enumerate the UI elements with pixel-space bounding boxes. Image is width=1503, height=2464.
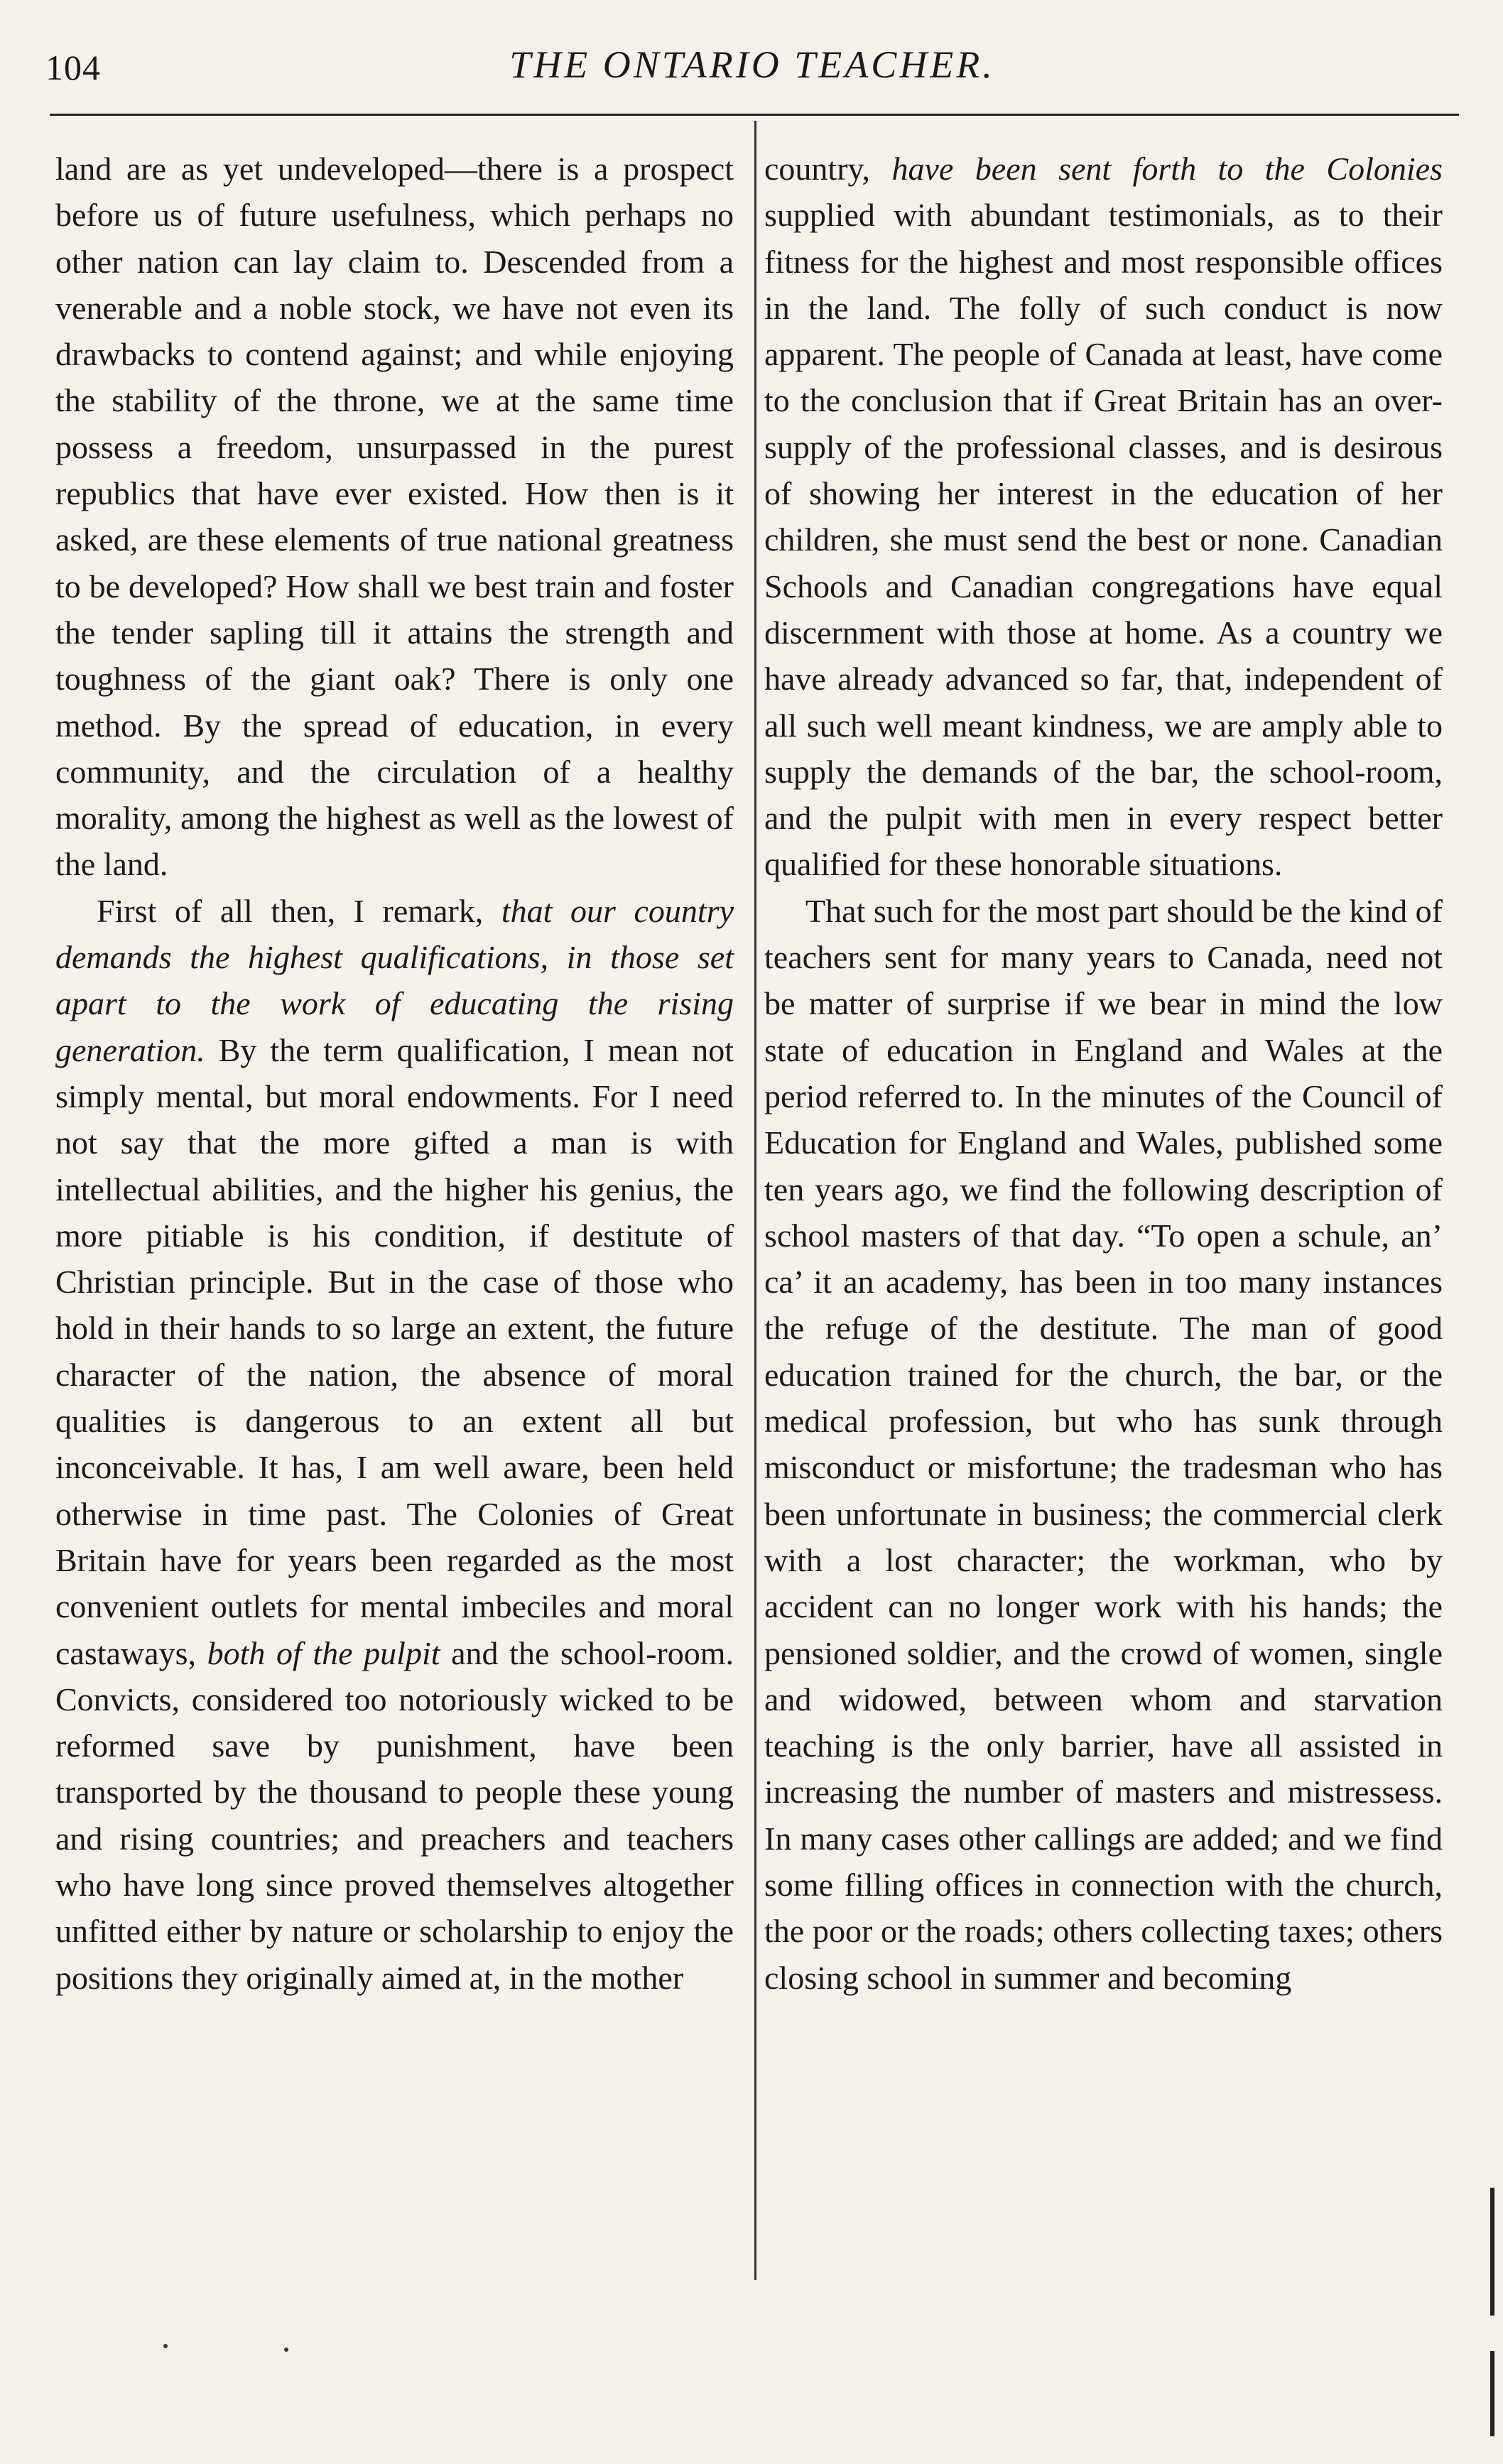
header-rule (50, 114, 1459, 116)
right-column (764, 146, 1443, 2001)
emphasis-text: that our country demands the highest qualifications, in those set apart to the work of educating the rising generation. (55, 892, 734, 1068)
scan-speck (284, 2348, 288, 2352)
emphasis-text: have been sent forth to the Colonies (891, 151, 1443, 187)
paragraph: country, have been sent forth to the Colonies supplied with abundant testimonials, as to their fitness for the highest and most responsible offices in the land. The folly of such conduct is now apparent. The people of Canada at least, have come to the conclusion that if Great Britain has an over-supply of the professional classes, and is desirous of showing her interest in the education of her children, she must send the best or none. Canadian Schools and Canadian congregations have equal discernment with those at home. As a country we have already advanced so far, that, independent of all such well meant kindness, we are amply able to supply the demands of the bar, the school-room, and the pulpit with men in every respect better qualified for these honorable situations. (764, 151, 1443, 883)
page-number: 104 (45, 48, 101, 87)
scan-edge-mark (1490, 2351, 1494, 2436)
running-title: THE ONTARIO TEACHER. (509, 43, 995, 86)
scan-edge-mark (1490, 2188, 1494, 2316)
paragraph: land are as yet undeveloped—there is a prospect before us of future usefulness, which perhaps no other nation can lay claim to. Descended from a venerable and a noble stock, we have not even its drawbacks to contend against; and while enjoying the stability of the throne, we at the same time possess a freedom, unsurpassed in the purest republics that have ever existed. How then is it asked, are these elements of true national greatness to be developed? How shall we best train and foster the tender sapling till it attains the strength and toughness of the giant oak? There is only one method. By the spread of education, in every community, and the circulation of a healthy morality, among the highest as well as the lowest of the land. (55, 151, 734, 883)
emphasis-text: both of the pulpit (207, 1634, 440, 1671)
column-divider (754, 121, 756, 2280)
paragraph: That such for the most part should be the kind of teachers sent for many years to Canada, need not be matter of surprise if we bear in mind the low state of education in England and Wales at the period referred to. In the minutes of the Council of Education for England and Wales, published some ten years ago, we find the following description of school masters of that day. “To open a schule, an’ ca’ it an academy, has been in too many instances the refuge of the destitute. The man of good education trained for the church, the bar, or the medical profession, but who has sunk through misconduct or misfortune; the tradesman who has been unfortunate in business; the commercial clerk with a lost character; the workman, who by accident can no longer work with his hands; the pensioned soldier, and the crowd of women, single and widowed, between whom and starvation teaching is the only barrier, have all assisted in increasing the number of masters and mistressess. In many cases other callings are added; and we find some filling offices in connection with the church, the poor or the roads; others collecting taxes; others closing school in summer and becoming (764, 892, 1443, 1996)
scan-speck (163, 2344, 168, 2348)
page-header (45, 43, 1459, 99)
paragraph: First of all then, I remark, that our country demands the highest qualifications, in those set apart to the work of educating the rising generation. By the term qualification, I mean not simply mental, but moral endowments. For I need not say that the more gifted a man is with intellectual abilities, and the higher his genius, the more pitiable is his condition, if destitute of Christian principle. But in the case of those who hold in their hands to so large an extent, the future character of the nation, the absence of moral qualities is dangerous to an extent all but inconceivable. It has, I am well aware, been held otherwise in time past. The Colonies of Great Britain have for years been regarded as the most convenient outlets for mental imbeciles and moral castaways, both of the pulpit and the school-room. Convicts, considered too notoriously wicked to be reformed save by punishment, have been transported by the thousand to people these young and rising countries; and preachers and teachers who have long since proved themselves altogether unfitted either by nature or scholarship to enjoy the positions they originally aimed at, in the mother (55, 892, 734, 1996)
left-column (55, 146, 734, 2001)
